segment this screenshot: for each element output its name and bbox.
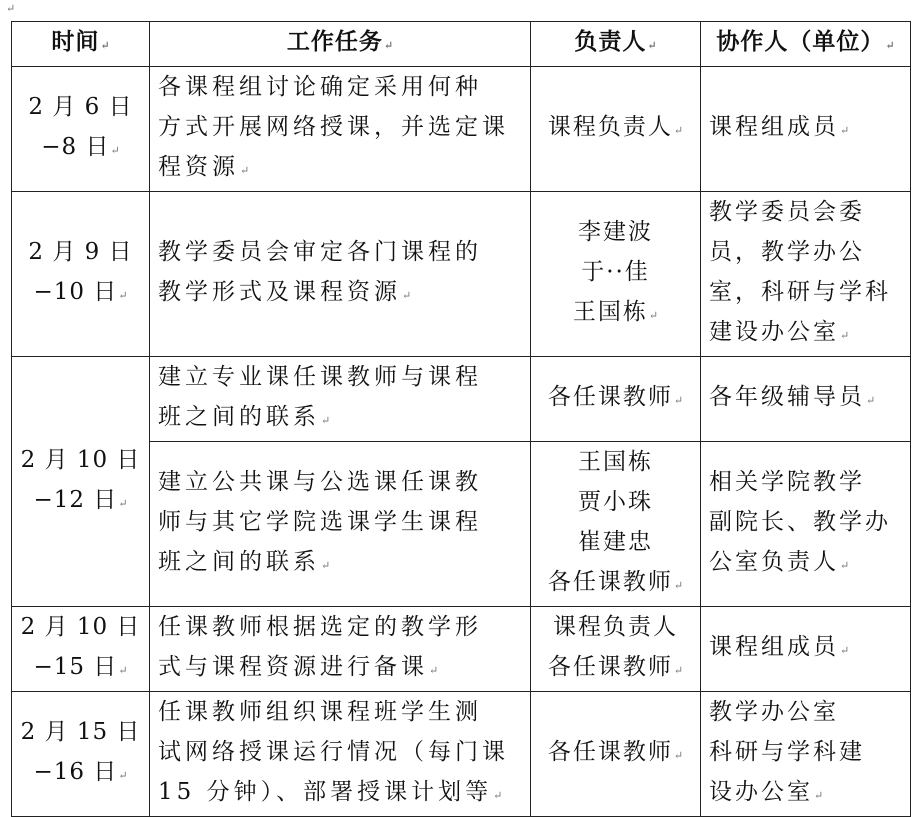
- time-cell: 2 月 10 日 −15 日↵: [12, 607, 150, 692]
- time-cell: 2 月 6 日 −8 日↵: [12, 67, 150, 192]
- task-cell: 各课程组讨论确定采用何种 方式开展网络授课，并选定课 程资源↵: [150, 67, 531, 192]
- header-row: [12, 22, 911, 67]
- task-cell: 建立专业课任课教师与课程 班之间的联系↵: [150, 357, 531, 442]
- owner-cell: 课程负责人 各任课教师↵: [531, 607, 701, 692]
- task-cell: 任课教师根据选定的教学形 式与课程资源进行备课↵: [150, 607, 531, 692]
- header-owner: 负责人↵: [531, 22, 701, 67]
- table-row: [12, 692, 911, 817]
- paragraph-mark: ↵: [6, 2, 16, 15]
- owner-cell: 课程负责人↵: [531, 67, 701, 192]
- owner-cell: 各任课教师↵: [531, 357, 701, 442]
- table-row: [12, 357, 911, 442]
- header-time: 时间↵: [12, 22, 150, 67]
- owner-cell: 王国栋 贾小珠 崔建忠 各任课教师↵: [531, 442, 701, 607]
- table-row: [12, 607, 911, 692]
- header-collab: 协作人（单位）↵: [701, 22, 911, 67]
- table-row: [12, 67, 911, 192]
- time-cell: 2 月 10 日 −12 日↵: [12, 357, 150, 607]
- header-task: 工作任务↵: [150, 22, 531, 67]
- task-cell: 建立公共课与公选课任课教 师与其它学院选课学生课程 班之间的联系↵: [150, 442, 531, 607]
- owner-cell: 各任课教师↵: [531, 692, 701, 817]
- task-cell: 任课教师组织课程班学生测 试网络授课运行情况（每门课 15 分钟）、部署授课计划等↵: [150, 692, 531, 817]
- collab-cell: 课程组成员↵: [701, 607, 911, 692]
- collab-cell: 相关学院教学 副院长、教学办 公室负责人↵: [701, 442, 911, 607]
- collab-cell: 课程组成员↵: [701, 67, 911, 192]
- time-cell: 2 月 15 日 −16 日↵: [12, 692, 150, 817]
- task-cell: 教学委员会审定各门课程的 教学形式及课程资源↵: [150, 192, 531, 357]
- owner-cell: 李建波 于··佳 王国栋↵: [531, 192, 701, 357]
- collab-cell: 教学办公室 科研与学科建 设办公室↵: [701, 692, 911, 817]
- table-row: [12, 192, 911, 357]
- schedule-table: [11, 21, 911, 817]
- time-cell: 2 月 9 日 −10 日↵: [12, 192, 150, 357]
- collab-cell: 教学委员会委 员，教学办公 室，科研与学科 建设办公室↵: [701, 192, 911, 357]
- collab-cell: 各年级辅导员↵: [701, 357, 911, 442]
